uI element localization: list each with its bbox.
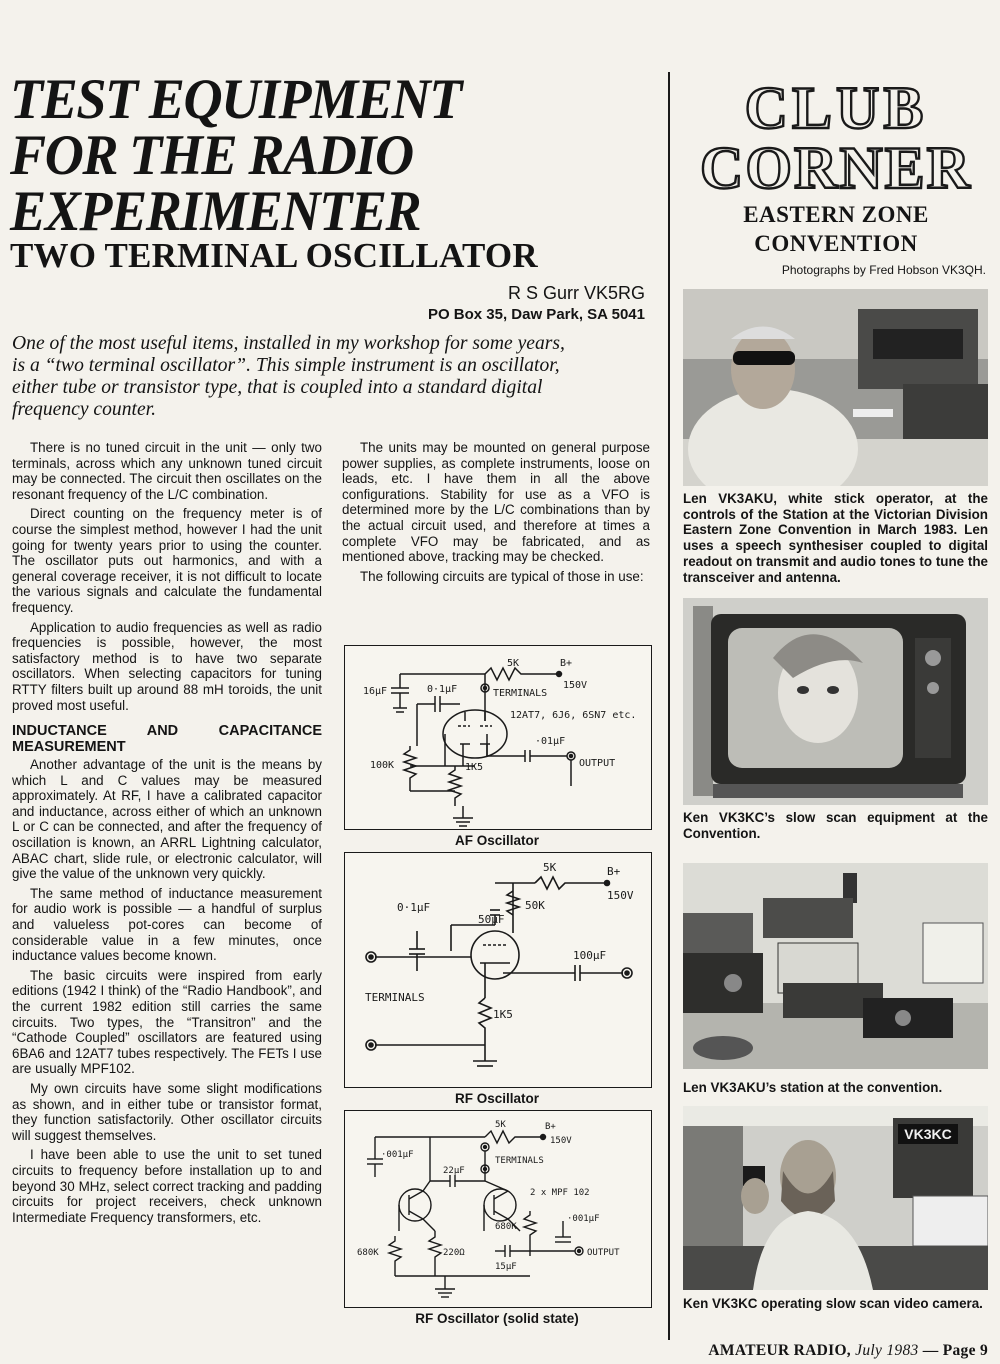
ss-c1-label: ·001μF [381,1150,414,1160]
photo-2-caption: Ken VK3KC’s slow scan equipment at the Convention. [683,810,988,841]
photo-4-caption: Ken VK3KC operating slow scan video camera. [683,1296,983,1311]
author-block [428,283,645,325]
photo-operator-with-camera [683,1106,988,1290]
article-intro: One of the most useful items, installed in my workshop for some years, is a “two terminal oscillator”. This simple instrument is an oscillator, either tube or transistor type, that is coupled into a standard digital frequency counter. [12,333,565,420]
ss-r1-label: 5K [495,1120,506,1130]
photo-slow-scan-tv [683,598,988,805]
af-tubes-label: 12AT7, 6J6, 6SN7 etc. [510,710,637,721]
article-column-1 [12,440,322,1229]
ss-r2-label: 680K [495,1222,517,1232]
af-terminals-label: TERMINALS [493,688,548,699]
logo-line-1: CLUB [744,76,928,141]
rf-r1-label: 5K [543,861,557,874]
af-voltage-label: 150V [563,680,588,691]
convention-headline [686,200,986,258]
rf-oscillator-caption: RF Oscillator [454,1091,540,1106]
title-line-3: EXPERIMENTER [10,180,421,243]
af-oscillator-caption: AF Oscillator [454,833,540,848]
author-address: PO Box 35, Daw Park, SA 5041 [427,306,645,323]
ss-voltage-label: 150V [550,1136,572,1146]
ss-c4-label: 15μF [495,1262,517,1272]
footer-magazine: AMATEUR RADIO, [708,1342,851,1359]
column-divider [668,72,670,1340]
ss-terminals-label: TERMINALS [495,1156,544,1166]
rf-oscillator-schematic [344,852,652,1088]
af-c3-label: ·01μF [535,736,566,747]
rf-c2-label: 50μF [478,913,505,926]
rf-solid-state-caption: RF Oscillator (solid state) [415,1311,579,1326]
paragraph: Another advantage of the unit is the means by which L and C values may be measured approximately. At RF, I have a calibrated capacitor and inductance, across either of which an unknown L or C can be connected, and after the frequency of oscillation is known, an ARRL Lightning calculator, ABAC chart, slide rule, or electronic calculator, will give the value of the unknown very quickly. [12,757,322,882]
ss-supply-label: B+ [545,1122,556,1132]
rf-terminals-label: TERMINALS [365,991,425,1004]
af-r3-label: 1K5 [465,762,484,773]
rf-supply-label: B+ [607,865,621,878]
page-footer [708,1342,988,1360]
rf-r2-label: 50K [525,899,545,912]
af-r2-label: 100K [370,760,395,771]
paragraph: Application to audio frequencies as well as radio frequencies is possible, however, the most satisfactory method is to have two separate oscillators. When selecting capacitors for tuning RTTY filters built up around 88 mH toroids, the unit proved most useful. [12,619,322,713]
af-c2-label: 0·1μF [427,684,458,695]
photo-1-caption: Len VK3AKU, white stick operator, at the controls of the Station at the Victorian Division Eastern Zone Convention in March 1983. Len uses a speech synthesiser coupled to digital readout on transmit and audio tones to tune the transceiver and antenna. [683,491,988,585]
photo-credit: Photographs by Fred Hobson VK3QH. [781,263,986,277]
rf-c1-label: 0·1μF [397,901,431,914]
article-subtitle: TWO TERMINAL OSCILLATOR [10,236,538,275]
title-line-1: TEST EQUIPMENT [10,68,461,131]
rf-r3-label: 1K5 [493,1008,513,1021]
article-column-2 [342,440,650,588]
af-oscillator-schematic [344,645,652,830]
author-name: R S Gurr VK5RG [507,283,645,303]
ss-r4-label: 220Ω [443,1248,465,1258]
ss-c3-label: ·001μF [567,1214,600,1224]
af-output-label: OUTPUT [579,758,616,769]
paragraph: My own circuits have some slight modifications as shown, and in either tube or transistor format, they function satisfactorily. Other oscillator circuits will suggest themselves. [12,1080,322,1143]
af-c1-label: 16μF [363,686,388,697]
footer-date: July 1983 [855,1342,919,1359]
photo-station-equipment [683,863,988,1069]
title-line-2: FOR THE RADIO [10,124,413,187]
ss-output-label: OUTPUT [587,1248,620,1258]
rf-c3-label: 100μF [573,949,607,962]
paragraph: There is no tuned circuit in the unit — only two terminals, across which any unknown tuned circuit may be connected. The circuit then oscillates on the resonant frequency of the L/C combination. [12,440,322,502]
vk3kc-sign-text: VK3KC [904,1126,952,1142]
footer-page-number: — Page 9 [922,1342,988,1359]
ss-c2-label: 22μF [443,1166,465,1176]
paragraph: Direct counting on the frequency meter is of course the simplest method, however I had the unit going for twenty years prior to using the counter. The oscillator puts out harmonics, and with a general coverage receiver, it is not difficult to locate the various signals and calculate the fundamental frequency. [12,506,322,615]
paragraph: The same method of inductance measurement for audio work is possible — a handful of surplus and valueless pot-cores can become of considerable value in a few minutes, once inductance values become known. [12,885,322,964]
convention-headline-line-1: EASTERN ZONE [743,202,929,227]
photo-3-caption: Len VK3AKU’s station at the convention. [683,1080,943,1095]
section-heading: INDUCTANCE AND CAPACITANCE MEASUREMENT [12,723,322,756]
ss-fets-label: 2 x MPF 102 [530,1188,590,1198]
af-r1-label: 5K [507,658,520,669]
paragraph: I have been able to use the unit to set tuned circuits to frequency before installation up to and beyond 30 MHz, select correct tracking and padding circuits for project receivers, check unknown Intermediate Frequency transformers, etc. [12,1147,322,1225]
rf-voltage-label: 150V [607,889,634,902]
paragraph: The units may be mounted on general purpose power supplies, as complete instruments, loose on leads, etc. I have them in all the above configurations. Stability for use as a VFO is determined more by the L/C combinations than by the actual circuit used, and therefore at times a complete VFO may be fabricated, and as mentioned above, tracking may be checked. [342,440,650,565]
club-corner-logo [686,76,986,199]
rf-solid-state-schematic [344,1110,652,1308]
logo-line-2: CORNER [699,135,973,194]
paragraph: The basic circuits were inspired from early editions (1942 I think) of the “Radio Handbook”, and the current 1982 edition still carries the same circuits. Two types, the “Transitron” and the “Cathode Coupled” oscillators are featured using 6BA6 and 12AT7 tubes respectively. The FETs I use are usually MPF102. [12,967,322,1077]
convention-headline-line-2: CONVENTION [754,231,918,256]
paragraph: The following circuits are typical of those in use: [360,568,644,584]
ss-r3-label: 680K [357,1248,379,1258]
af-supply-label: B+ [560,658,573,669]
article-title [10,68,618,243]
photo-operator-at-station [683,289,988,486]
